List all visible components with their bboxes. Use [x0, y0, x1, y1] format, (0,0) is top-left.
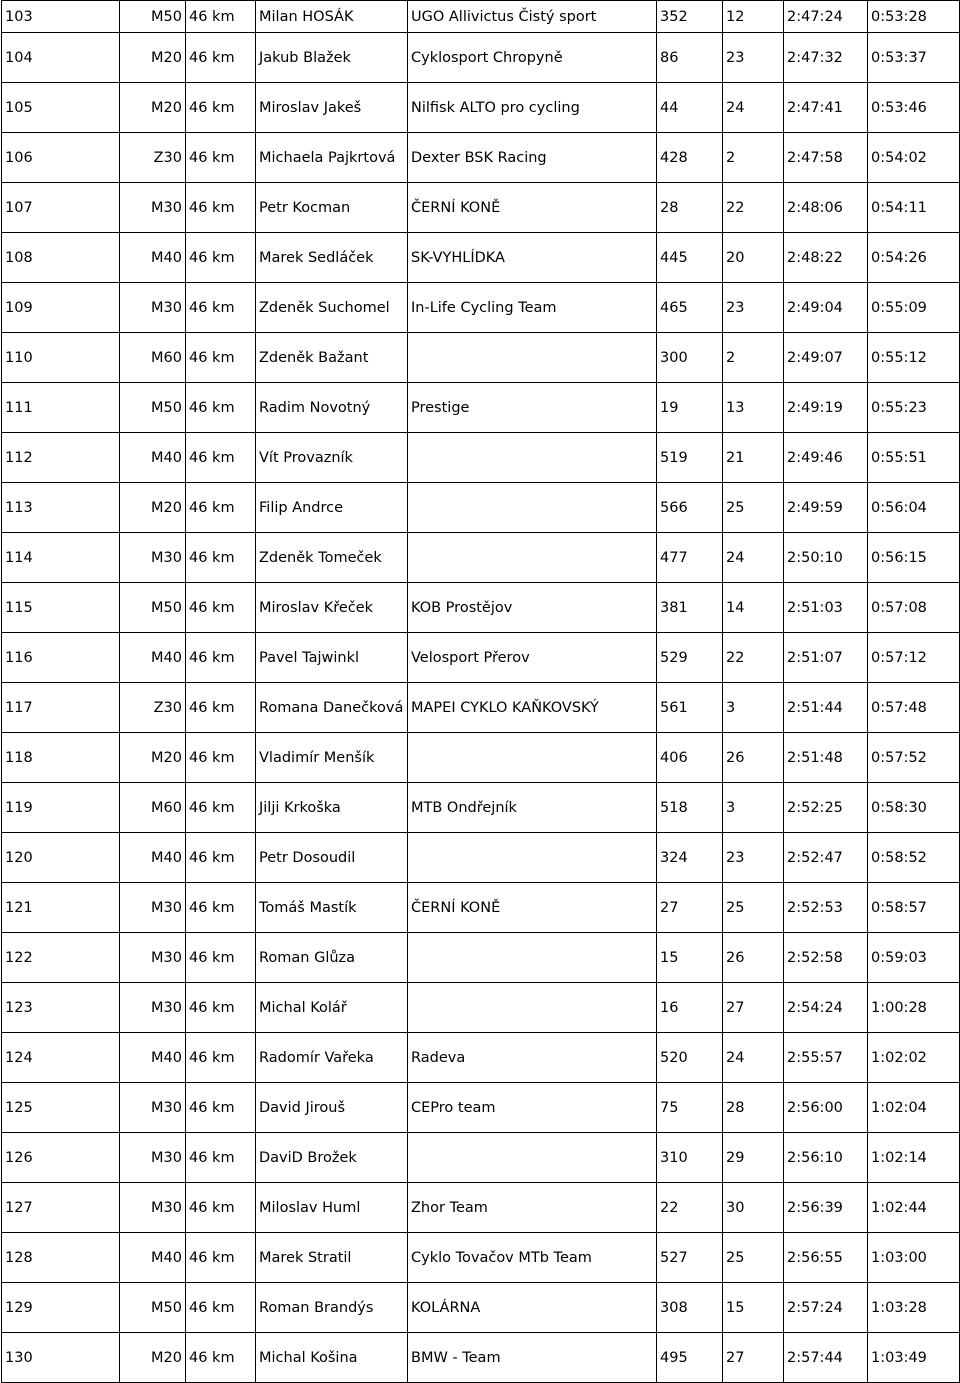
category-position-cell: 21	[723, 433, 784, 483]
table-row	[2, 1, 960, 33]
start-number-cell: 406	[657, 733, 723, 783]
finish-time-cell: 2:51:48	[784, 733, 868, 783]
time-loss-cell: 0:55:23	[868, 383, 960, 433]
rider-name-cell: Zdeněk Suchomel	[256, 283, 408, 333]
distance-cell: 46 km	[186, 783, 256, 833]
finish-time-cell: 2:47:32	[784, 33, 868, 83]
category-cell: M40	[120, 233, 186, 283]
team-cell	[408, 733, 657, 783]
position-cell: 128	[2, 1233, 120, 1283]
position-cell: 119	[2, 783, 120, 833]
table-row	[2, 1333, 960, 1383]
category-position-cell: 27	[723, 983, 784, 1033]
finish-time-cell: 2:49:59	[784, 483, 868, 533]
category-position-cell: 2	[723, 133, 784, 183]
rider-name-cell: Miroslav Křeček	[256, 583, 408, 633]
rider-name-cell: Roman Glůza	[256, 933, 408, 983]
start-number-cell: 22	[657, 1183, 723, 1233]
distance-cell: 46 km	[186, 283, 256, 333]
position-cell: 121	[2, 883, 120, 933]
distance-cell: 46 km	[186, 333, 256, 383]
team-cell: Zhor Team	[408, 1183, 657, 1233]
category-cell: M60	[120, 783, 186, 833]
category-cell: M20	[120, 83, 186, 133]
finish-time-cell: 2:49:07	[784, 333, 868, 383]
time-loss-cell: 0:53:28	[868, 1, 960, 33]
time-loss-cell: 0:55:09	[868, 283, 960, 333]
position-cell: 124	[2, 1033, 120, 1083]
start-number-cell: 477	[657, 533, 723, 583]
position-cell: 111	[2, 383, 120, 433]
time-loss-cell: 1:02:02	[868, 1033, 960, 1083]
category-cell: M30	[120, 183, 186, 233]
distance-cell: 46 km	[186, 883, 256, 933]
start-number-cell: 445	[657, 233, 723, 283]
table-row	[2, 383, 960, 433]
distance-cell: 46 km	[186, 1033, 256, 1083]
time-loss-cell: 0:57:08	[868, 583, 960, 633]
table-row	[2, 483, 960, 533]
category-cell: M50	[120, 383, 186, 433]
position-cell: 110	[2, 333, 120, 383]
rider-name-cell: Filip Andrce	[256, 483, 408, 533]
time-loss-cell: 0:54:02	[868, 133, 960, 183]
team-cell: Dexter BSK Racing	[408, 133, 657, 183]
distance-cell: 46 km	[186, 433, 256, 483]
team-cell: KOB Prostějov	[408, 583, 657, 633]
category-cell: M20	[120, 1333, 186, 1383]
team-cell: Prestige	[408, 383, 657, 433]
category-cell: M40	[120, 433, 186, 483]
start-number-cell: 27	[657, 883, 723, 933]
finish-time-cell: 2:51:07	[784, 633, 868, 683]
table-row	[2, 283, 960, 333]
team-cell	[408, 983, 657, 1033]
category-cell: M20	[120, 733, 186, 783]
team-cell: Nilfisk ALTO pro cycling	[408, 83, 657, 133]
distance-cell: 46 km	[186, 733, 256, 783]
position-cell: 122	[2, 933, 120, 983]
category-position-cell: 15	[723, 1283, 784, 1333]
team-cell: UGO Allivictus Čistý sport	[408, 1, 657, 33]
category-position-cell: 26	[723, 733, 784, 783]
time-loss-cell: 0:55:51	[868, 433, 960, 483]
table-row	[2, 733, 960, 783]
position-cell: 125	[2, 1083, 120, 1133]
finish-time-cell: 2:56:55	[784, 1233, 868, 1283]
table-row	[2, 183, 960, 233]
category-cell: M30	[120, 283, 186, 333]
table-row	[2, 1283, 960, 1333]
category-position-cell: 26	[723, 933, 784, 983]
table-row	[2, 433, 960, 483]
position-cell: 103	[2, 1, 120, 33]
rider-name-cell: Marek Sedláček	[256, 233, 408, 283]
distance-cell: 46 km	[186, 1183, 256, 1233]
position-cell: 118	[2, 733, 120, 783]
team-cell	[408, 1133, 657, 1183]
category-cell: M30	[120, 933, 186, 983]
category-position-cell: 24	[723, 1033, 784, 1083]
time-loss-cell: 0:53:37	[868, 33, 960, 83]
time-loss-cell: 0:57:48	[868, 683, 960, 733]
category-cell: M40	[120, 1233, 186, 1283]
start-number-cell: 86	[657, 33, 723, 83]
category-position-cell: 25	[723, 483, 784, 533]
time-loss-cell: 0:53:46	[868, 83, 960, 133]
distance-cell: 46 km	[186, 133, 256, 183]
table-row	[2, 683, 960, 733]
finish-time-cell: 2:48:22	[784, 233, 868, 283]
start-number-cell: 428	[657, 133, 723, 183]
rider-name-cell: Zdeněk Bažant	[256, 333, 408, 383]
time-loss-cell: 0:54:11	[868, 183, 960, 233]
finish-time-cell: 2:47:41	[784, 83, 868, 133]
time-loss-cell: 1:02:44	[868, 1183, 960, 1233]
position-cell: 114	[2, 533, 120, 583]
start-number-cell: 324	[657, 833, 723, 883]
finish-time-cell: 2:51:03	[784, 583, 868, 633]
rider-name-cell: Petr Dosoudil	[256, 833, 408, 883]
rider-name-cell: Pavel Tajwinkl	[256, 633, 408, 683]
category-position-cell: 2	[723, 333, 784, 383]
finish-time-cell: 2:56:10	[784, 1133, 868, 1183]
table-row	[2, 1133, 960, 1183]
team-cell: MAPEI CYKLO KAŇKOVSKÝ	[408, 683, 657, 733]
table-row	[2, 1083, 960, 1133]
rider-name-cell: Marek Stratil	[256, 1233, 408, 1283]
rider-name-cell: Michaela Pajkrtová	[256, 133, 408, 183]
distance-cell: 46 km	[186, 1133, 256, 1183]
distance-cell: 46 km	[186, 1333, 256, 1383]
time-loss-cell: 0:55:12	[868, 333, 960, 383]
category-position-cell: 20	[723, 233, 784, 283]
team-cell	[408, 333, 657, 383]
table-row	[2, 583, 960, 633]
time-loss-cell: 0:56:15	[868, 533, 960, 583]
category-position-cell: 25	[723, 1233, 784, 1283]
distance-cell: 46 km	[186, 183, 256, 233]
team-cell: Cyklo Tovačov MTb Team	[408, 1233, 657, 1283]
distance-cell: 46 km	[186, 583, 256, 633]
category-cell: M30	[120, 1183, 186, 1233]
rider-name-cell: Jilji Krkoška	[256, 783, 408, 833]
start-number-cell: 518	[657, 783, 723, 833]
category-cell: M60	[120, 333, 186, 383]
start-number-cell: 495	[657, 1333, 723, 1383]
distance-cell: 46 km	[186, 683, 256, 733]
team-cell: KOLÁRNA	[408, 1283, 657, 1333]
position-cell: 108	[2, 233, 120, 283]
rider-name-cell: Zdeněk Tomeček	[256, 533, 408, 583]
position-cell: 109	[2, 283, 120, 333]
time-loss-cell: 0:54:26	[868, 233, 960, 283]
category-cell: M50	[120, 583, 186, 633]
results-table	[1, 0, 960, 1383]
position-cell: 106	[2, 133, 120, 183]
finish-time-cell: 2:56:39	[784, 1183, 868, 1233]
rider-name-cell: Romana Danečková	[256, 683, 408, 733]
distance-cell: 46 km	[186, 1083, 256, 1133]
team-cell: Cyklosport Chropyně	[408, 33, 657, 83]
category-position-cell: 29	[723, 1133, 784, 1183]
start-number-cell: 16	[657, 983, 723, 1033]
rider-name-cell: Radim Novotný	[256, 383, 408, 433]
category-cell: M20	[120, 33, 186, 83]
team-cell: CEPro team	[408, 1083, 657, 1133]
table-row	[2, 783, 960, 833]
category-position-cell: 30	[723, 1183, 784, 1233]
finish-time-cell: 2:49:04	[784, 283, 868, 333]
start-number-cell: 28	[657, 183, 723, 233]
category-position-cell: 3	[723, 683, 784, 733]
position-cell: 116	[2, 633, 120, 683]
rider-name-cell: Miloslav Huml	[256, 1183, 408, 1233]
results-body	[2, 1, 960, 1383]
table-row	[2, 933, 960, 983]
category-cell: M30	[120, 883, 186, 933]
table-row	[2, 133, 960, 183]
category-cell: M30	[120, 533, 186, 583]
start-number-cell: 310	[657, 1133, 723, 1183]
time-loss-cell: 0:57:52	[868, 733, 960, 783]
category-cell: Z30	[120, 683, 186, 733]
position-cell: 105	[2, 83, 120, 133]
table-row	[2, 533, 960, 583]
position-cell: 113	[2, 483, 120, 533]
distance-cell: 46 km	[186, 383, 256, 433]
team-cell: MTB Ondřejník	[408, 783, 657, 833]
category-position-cell: 23	[723, 283, 784, 333]
finish-time-cell: 2:57:24	[784, 1283, 868, 1333]
category-position-cell: 27	[723, 1333, 784, 1383]
time-loss-cell: 1:03:28	[868, 1283, 960, 1333]
table-row	[2, 1233, 960, 1283]
position-cell: 112	[2, 433, 120, 483]
time-loss-cell: 1:02:04	[868, 1083, 960, 1133]
distance-cell: 46 km	[186, 1233, 256, 1283]
start-number-cell: 519	[657, 433, 723, 483]
finish-time-cell: 2:51:44	[784, 683, 868, 733]
category-cell: M40	[120, 633, 186, 683]
finish-time-cell: 2:56:00	[784, 1083, 868, 1133]
rider-name-cell: DaviD Brožek	[256, 1133, 408, 1183]
category-position-cell: 22	[723, 633, 784, 683]
start-number-cell: 381	[657, 583, 723, 633]
category-position-cell: 24	[723, 83, 784, 133]
table-row	[2, 833, 960, 883]
finish-time-cell: 2:54:24	[784, 983, 868, 1033]
time-loss-cell: 0:59:03	[868, 933, 960, 983]
category-cell: M50	[120, 1283, 186, 1333]
finish-time-cell: 2:49:19	[784, 383, 868, 433]
category-cell: M40	[120, 833, 186, 883]
category-position-cell: 22	[723, 183, 784, 233]
start-number-cell: 520	[657, 1033, 723, 1083]
category-cell: M30	[120, 1133, 186, 1183]
time-loss-cell: 0:58:52	[868, 833, 960, 883]
rider-name-cell: Jakub Blažek	[256, 33, 408, 83]
finish-time-cell: 2:52:58	[784, 933, 868, 983]
distance-cell: 46 km	[186, 1, 256, 33]
position-cell: 117	[2, 683, 120, 733]
finish-time-cell: 2:50:10	[784, 533, 868, 583]
position-cell: 129	[2, 1283, 120, 1333]
team-cell	[408, 433, 657, 483]
category-cell: M40	[120, 1033, 186, 1083]
rider-name-cell: Milan HOSÁK	[256, 1, 408, 33]
finish-time-cell: 2:49:46	[784, 433, 868, 483]
distance-cell: 46 km	[186, 483, 256, 533]
team-cell: Radeva	[408, 1033, 657, 1083]
distance-cell: 46 km	[186, 633, 256, 683]
table-row	[2, 333, 960, 383]
team-cell: BMW - Team	[408, 1333, 657, 1383]
start-number-cell: 352	[657, 1, 723, 33]
finish-time-cell: 2:52:47	[784, 833, 868, 883]
table-row	[2, 33, 960, 83]
team-cell	[408, 483, 657, 533]
category-cell: M30	[120, 1083, 186, 1133]
distance-cell: 46 km	[186, 933, 256, 983]
team-cell	[408, 833, 657, 883]
distance-cell: 46 km	[186, 83, 256, 133]
start-number-cell: 19	[657, 383, 723, 433]
finish-time-cell: 2:57:44	[784, 1333, 868, 1383]
time-loss-cell: 1:03:49	[868, 1333, 960, 1383]
start-number-cell: 308	[657, 1283, 723, 1333]
position-cell: 127	[2, 1183, 120, 1233]
finish-time-cell: 2:55:57	[784, 1033, 868, 1083]
start-number-cell: 75	[657, 1083, 723, 1133]
rider-name-cell: Petr Kocman	[256, 183, 408, 233]
time-loss-cell: 1:00:28	[868, 983, 960, 1033]
rider-name-cell: Radomír Vařeka	[256, 1033, 408, 1083]
start-number-cell: 566	[657, 483, 723, 533]
position-cell: 130	[2, 1333, 120, 1383]
team-cell: SK-VYHLÍDKA	[408, 233, 657, 283]
rider-name-cell: Michal Košina	[256, 1333, 408, 1383]
category-position-cell: 23	[723, 33, 784, 83]
time-loss-cell: 0:57:12	[868, 633, 960, 683]
category-cell: Z30	[120, 133, 186, 183]
rider-name-cell: Vladimír Menšík	[256, 733, 408, 783]
category-position-cell: 14	[723, 583, 784, 633]
category-position-cell: 24	[723, 533, 784, 583]
distance-cell: 46 km	[186, 983, 256, 1033]
distance-cell: 46 km	[186, 533, 256, 583]
table-row	[2, 233, 960, 283]
team-cell: ČERNÍ KONĚ	[408, 183, 657, 233]
finish-time-cell: 2:52:25	[784, 783, 868, 833]
rider-name-cell: Michal Kolář	[256, 983, 408, 1033]
position-cell: 123	[2, 983, 120, 1033]
distance-cell: 46 km	[186, 1283, 256, 1333]
distance-cell: 46 km	[186, 833, 256, 883]
time-loss-cell: 1:03:00	[868, 1233, 960, 1283]
start-number-cell: 15	[657, 933, 723, 983]
rider-name-cell: Miroslav Jakeš	[256, 83, 408, 133]
finish-time-cell: 2:52:53	[784, 883, 868, 933]
position-cell: 126	[2, 1133, 120, 1183]
table-row	[2, 1183, 960, 1233]
table-row	[2, 83, 960, 133]
distance-cell: 46 km	[186, 33, 256, 83]
distance-cell: 46 km	[186, 233, 256, 283]
category-position-cell: 12	[723, 1, 784, 33]
finish-time-cell: 2:47:24	[784, 1, 868, 33]
table-row	[2, 983, 960, 1033]
team-cell	[408, 533, 657, 583]
start-number-cell: 44	[657, 83, 723, 133]
start-number-cell: 527	[657, 1233, 723, 1283]
category-position-cell: 23	[723, 833, 784, 883]
position-cell: 104	[2, 33, 120, 83]
category-position-cell: 3	[723, 783, 784, 833]
start-number-cell: 300	[657, 333, 723, 383]
category-position-cell: 13	[723, 383, 784, 433]
category-cell: M20	[120, 483, 186, 533]
time-loss-cell: 0:58:30	[868, 783, 960, 833]
rider-name-cell: David Jirouš	[256, 1083, 408, 1133]
time-loss-cell: 1:02:14	[868, 1133, 960, 1183]
time-loss-cell: 0:56:04	[868, 483, 960, 533]
category-cell: M30	[120, 983, 186, 1033]
start-number-cell: 465	[657, 283, 723, 333]
position-cell: 115	[2, 583, 120, 633]
team-cell: ČERNÍ KONĚ	[408, 883, 657, 933]
start-number-cell: 561	[657, 683, 723, 733]
team-cell: Velosport Přerov	[408, 633, 657, 683]
category-position-cell: 25	[723, 883, 784, 933]
rider-name-cell: Roman Brandýs	[256, 1283, 408, 1333]
team-cell	[408, 933, 657, 983]
table-row	[2, 633, 960, 683]
position-cell: 120	[2, 833, 120, 883]
category-position-cell: 28	[723, 1083, 784, 1133]
start-number-cell: 529	[657, 633, 723, 683]
team-cell: In-Life Cycling Team	[408, 283, 657, 333]
finish-time-cell: 2:47:58	[784, 133, 868, 183]
table-row	[2, 1033, 960, 1083]
time-loss-cell: 0:58:57	[868, 883, 960, 933]
rider-name-cell: Vít Provazník	[256, 433, 408, 483]
table-row	[2, 883, 960, 933]
position-cell: 107	[2, 183, 120, 233]
category-cell: M50	[120, 1, 186, 33]
rider-name-cell: Tomáš Mastík	[256, 883, 408, 933]
finish-time-cell: 2:48:06	[784, 183, 868, 233]
